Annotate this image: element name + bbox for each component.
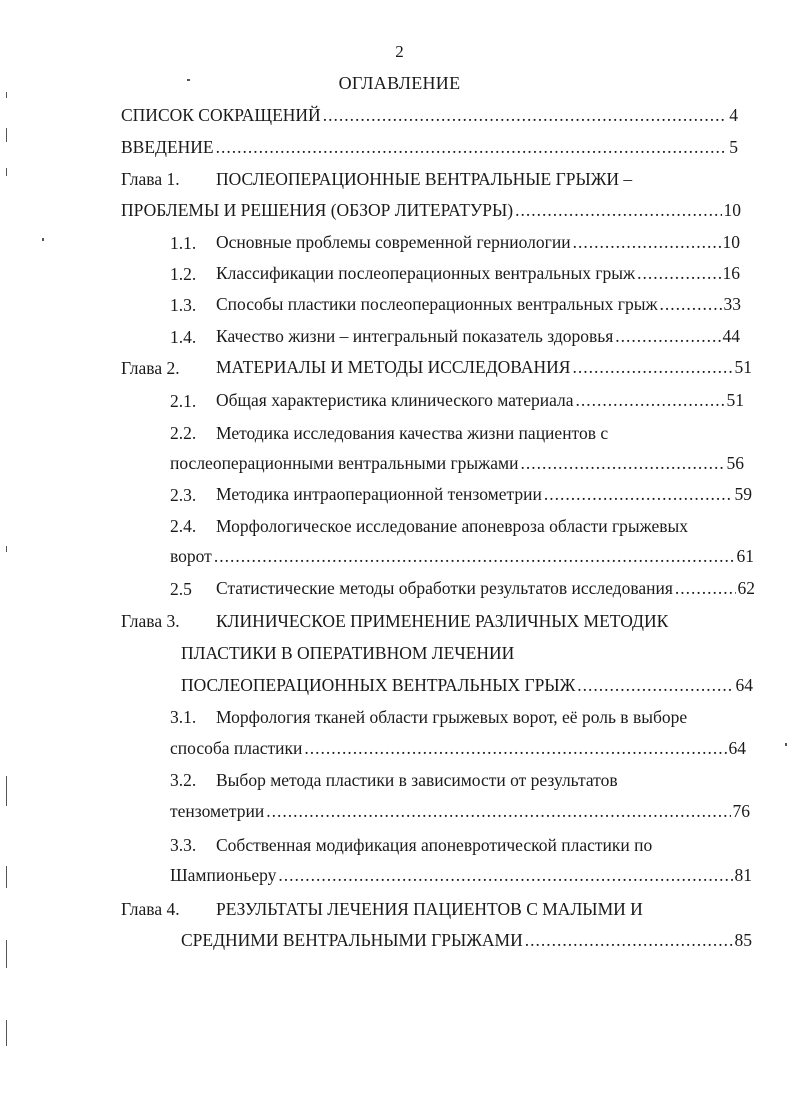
toc-page-number: 10 — [723, 200, 741, 220]
toc-page-number: 85 — [734, 930, 752, 950]
toc-section-1-3[interactable] — [216, 294, 741, 315]
toc-section-2-2[interactable] — [170, 453, 744, 474]
toc-chapter-1[interactable] — [121, 168, 633, 190]
scan-speck — [6, 546, 7, 552]
section-number: 1.4. — [170, 327, 197, 347]
toc-entry-abbreviations[interactable] — [121, 105, 738, 126]
page-number: 2 — [395, 42, 404, 61]
toc-page-number: 16 — [722, 263, 740, 283]
toc-section-1-2[interactable] — [216, 263, 740, 284]
chapter-title-line: ПРОБЛЕМЫ И РЕШЕНИЯ (ОБЗОР ЛИТЕРАТУРЫ) — [121, 200, 514, 220]
chapter-title-line: ПОСЛЕОПЕРАЦИОННЫЕ ВЕНТРАЛЬНЫЕ ГРЫЖИ – — [216, 169, 633, 189]
chapter-label: Глава 4. — [121, 899, 180, 919]
toc-section-2-1[interactable] — [216, 390, 744, 411]
dot-leader — [515, 200, 721, 221]
page-title: ОГЛАВЛЕНИЕ — [338, 73, 461, 93]
toc-section-2-5[interactable] — [216, 578, 755, 599]
dot-leader — [576, 390, 725, 411]
toc-chapter-3-line2[interactable]: ПЛАСТИКИ В ОПЕРАТИВНОМ ЛЕЧЕНИИ — [181, 643, 515, 663]
toc-page-number: 59 — [734, 484, 752, 504]
dot-leader — [520, 453, 724, 474]
toc-page-number: 61 — [736, 546, 754, 566]
toc-entry-text: Способы пластики послеоперационных вентральных грыж — [216, 294, 658, 314]
section-number: 1.1. — [170, 233, 197, 253]
dot-leader — [660, 294, 722, 315]
toc-page-number: 4 — [729, 105, 738, 125]
dot-leader — [216, 137, 728, 158]
toc-page-number: 5 — [729, 137, 738, 157]
scan-speck — [785, 743, 787, 746]
toc-page-number: 44 — [722, 326, 740, 346]
toc-section-1-4[interactable] — [216, 326, 740, 347]
toc-entry-text: тензометрии — [170, 801, 265, 821]
dot-leader — [675, 578, 736, 599]
toc-chapter-3-line1[interactable]: КЛИНИЧЕСКОЕ ПРИМЕНЕНИЕ РАЗЛИЧНЫХ МЕТОДИК — [216, 611, 669, 631]
dot-leader — [214, 546, 735, 567]
toc-section-1-1[interactable] — [216, 232, 740, 253]
toc-page-number: 56 — [726, 453, 744, 473]
toc-page-number: 81 — [734, 865, 752, 885]
toc-entry-text: ВВЕДЕНИЕ — [121, 137, 214, 157]
toc-section-3-1[interactable] — [170, 738, 746, 759]
scan-speck — [6, 92, 7, 98]
scan-speck — [6, 866, 7, 888]
dot-leader — [572, 357, 732, 378]
toc-page-number: 10 — [722, 232, 740, 252]
toc-entry-text: Методика интраоперационной тензометрии — [216, 484, 542, 504]
section-number: 2.1. — [170, 391, 197, 411]
toc-section-2-4[interactable] — [170, 546, 754, 567]
toc-section-2-2-line1[interactable]: Методика исследования качества жизни пациентов с — [216, 423, 609, 443]
toc-chapter-3[interactable] — [181, 675, 753, 696]
dot-leader — [266, 801, 730, 822]
toc-chapter-4[interactable] — [181, 930, 752, 951]
toc-entry-text: Основные проблемы современной герниологии — [216, 232, 571, 252]
section-number: 1.3. — [170, 295, 197, 315]
scan-speck — [6, 940, 7, 968]
dot-leader — [577, 675, 733, 696]
toc-page-number: 51 — [726, 390, 744, 410]
toc-page-number: 62 — [737, 578, 755, 598]
toc-section-2-3[interactable] — [216, 484, 752, 505]
section-number: 1.2. — [170, 264, 197, 284]
toc-section-3-1-line1[interactable]: Морфология тканей области грыжевых ворот, её роль в выборе — [216, 707, 688, 727]
section-number: 2.2. — [170, 423, 197, 443]
dot-leader — [525, 930, 733, 951]
toc-entry-text: Общая характеристика клинического материала — [216, 390, 574, 410]
toc-entry-text: послеоперационными вентральными грыжами — [170, 453, 519, 473]
scan-speck — [6, 1020, 7, 1046]
scan-speck — [6, 128, 7, 142]
dot-leader — [573, 232, 721, 253]
section-number: 3.3. — [170, 835, 197, 855]
dot-leader — [278, 865, 732, 886]
toc-section-3-3-line1[interactable]: Собственная модификация апоневротической пластики по — [216, 835, 653, 855]
toc-page-number: 51 — [734, 357, 752, 377]
dot-leader — [615, 326, 720, 347]
toc-section-3-2[interactable] — [170, 801, 750, 822]
section-number: 2.5 — [170, 579, 192, 599]
section-number: 2.3. — [170, 485, 197, 505]
toc-chapter-4-line1[interactable]: РЕЗУЛЬТАТЫ ЛЕЧЕНИЯ ПАЦИЕНТОВ С МАЛЫМИ И — [216, 899, 643, 919]
dot-leader — [637, 263, 720, 284]
scan-speck — [187, 79, 190, 81]
toc-entry-introduction[interactable] — [121, 137, 738, 158]
toc-page-number: 33 — [723, 294, 741, 314]
toc-entry-text: Классификации послеоперационных вентральных грыж — [216, 263, 636, 283]
dot-leader — [304, 738, 726, 759]
section-number: 2.4. — [170, 516, 197, 536]
toc-entry-text: Статистические методы обработки результатов исследования — [216, 578, 673, 598]
section-number: 3.1. — [170, 707, 197, 727]
toc-entry-text: ПОСЛЕОПЕРАЦИОННЫХ ВЕНТРАЛЬНЫХ ГРЫЖ — [181, 675, 576, 695]
toc-chapter-2[interactable] — [216, 357, 752, 378]
scan-speck — [6, 776, 7, 806]
toc-entry-text: ворот — [170, 546, 212, 566]
toc-entry-text: Шампионьеру — [170, 865, 277, 885]
toc-entry-text: СРЕДНИМИ ВЕНТРАЛЬНЫМИ ГРЫЖАМИ — [181, 930, 523, 950]
toc-section-3-2-line1[interactable]: Выбор метода пластики в зависимости от результатов — [216, 770, 618, 790]
chapter-label: Глава 1. — [121, 169, 180, 189]
dot-leader — [544, 484, 733, 505]
chapter-label: Глава 2. — [121, 358, 180, 378]
scan-speck — [42, 238, 44, 241]
toc-page-number: 76 — [732, 801, 750, 821]
toc-chapter-1-cont[interactable] — [121, 200, 741, 221]
toc-entry-text: СПИСОК СОКРАЩЕНИЙ — [121, 105, 321, 125]
toc-entry-text: МАТЕРИАЛЫ И МЕТОДЫ ИССЛЕДОВАНИЯ — [216, 357, 571, 377]
toc-section-3-3[interactable] — [170, 865, 752, 886]
dot-leader — [323, 105, 728, 126]
toc-section-2-4-line1[interactable]: Морфологическое исследование апоневроза области грыжевых — [216, 516, 689, 536]
toc-entry-text: способа пластики — [170, 738, 303, 758]
toc-page-number: 64 — [728, 738, 746, 758]
section-number: 3.2. — [170, 770, 197, 790]
toc-entry-text: Качество жизни – интегральный показатель здоровья — [216, 326, 614, 346]
scan-speck — [6, 168, 7, 176]
chapter-label: Глава 3. — [121, 611, 180, 631]
toc-page-number: 64 — [735, 675, 753, 695]
